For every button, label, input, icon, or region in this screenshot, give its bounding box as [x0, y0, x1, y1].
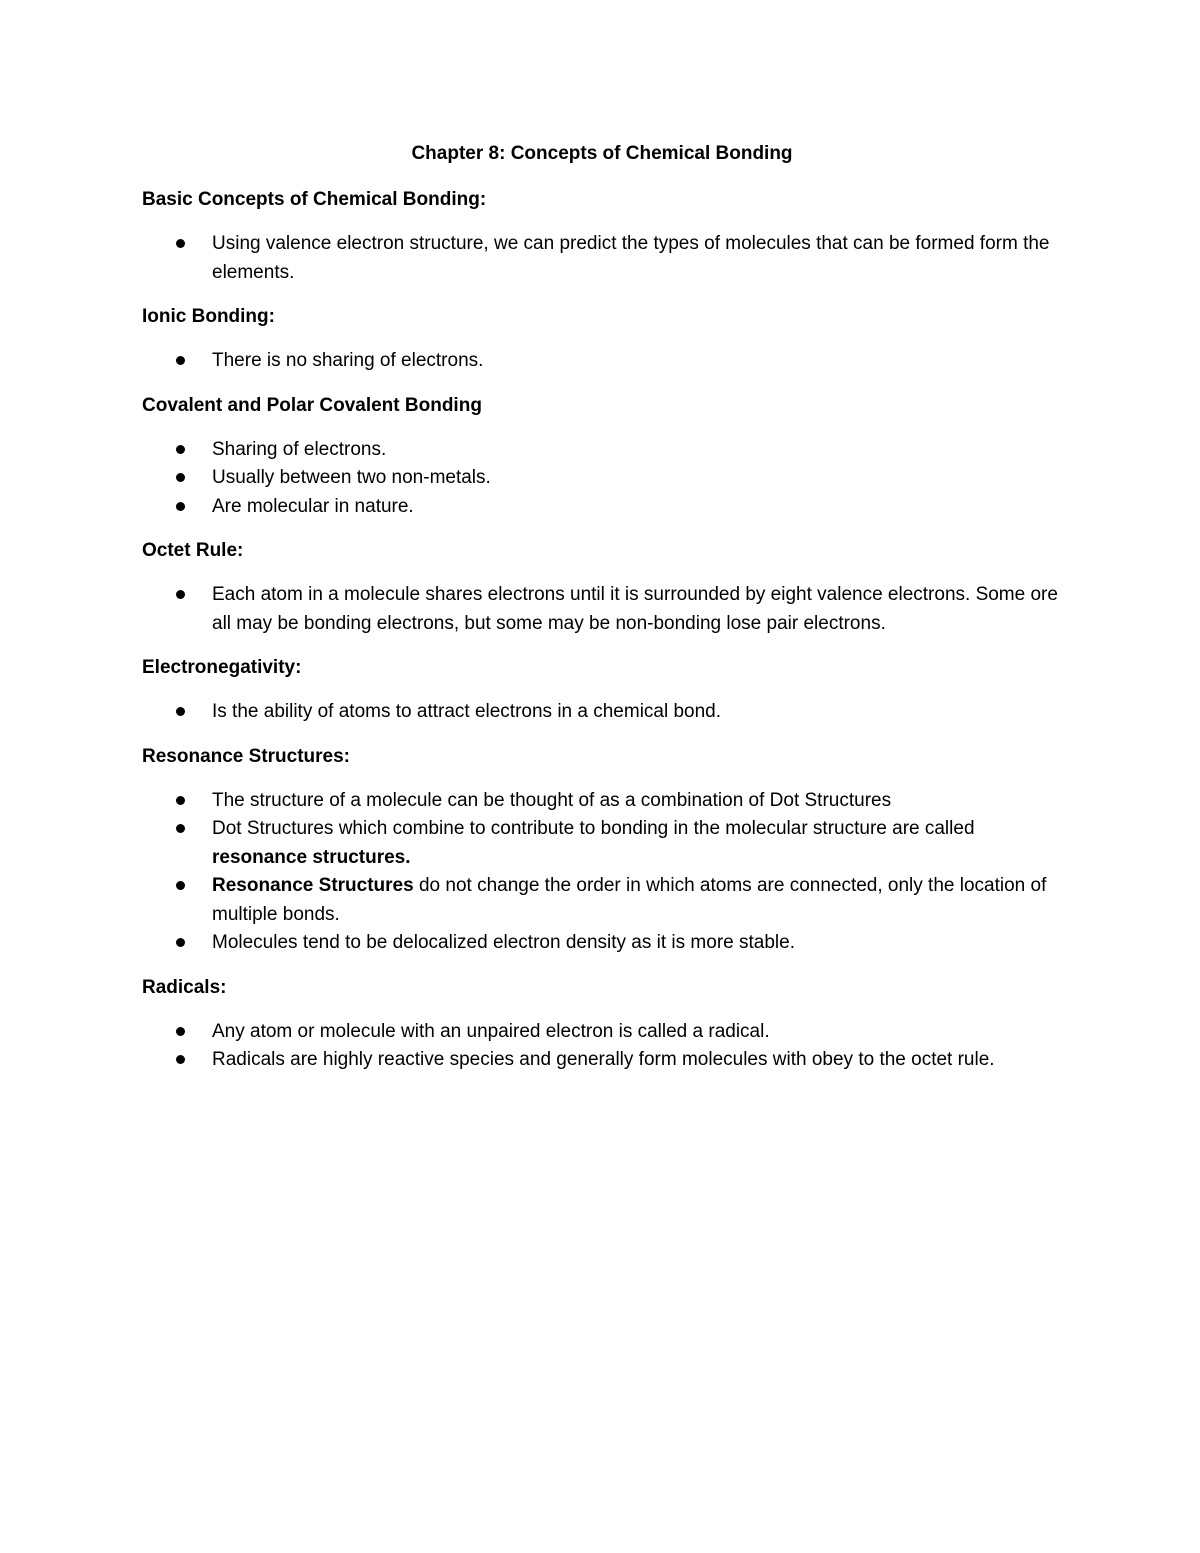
section-heading: Covalent and Polar Covalent Bonding	[142, 394, 482, 416]
bullet-list	[142, 787, 1062, 958]
section-heading: Basic Concepts of Chemical Bonding:	[142, 189, 487, 210]
section-octet-rule	[142, 537, 1062, 638]
bullet-list	[142, 1018, 1062, 1075]
bullet-text: Dot Structures which combine to contribute to bonding in the molecular structure are called	[212, 818, 975, 839]
section-electronegativity	[142, 654, 1062, 727]
bullet-icon	[176, 1055, 185, 1064]
section-radicals	[142, 974, 1062, 1075]
list-item	[142, 436, 1062, 465]
bullet-text: do not change the order in which atoms are connected, only the location of multiple bonds.	[212, 875, 1047, 925]
section-basic-concepts	[142, 186, 1062, 287]
bullet-text: Using valence electron structure, we can predict the types of molecules that can be formed form the elements.	[212, 233, 1050, 283]
bullet-text: Is the ability of atoms to attract electrons in a chemical bond.	[212, 701, 722, 722]
bullet-list	[142, 347, 1062, 376]
bullet-list	[142, 230, 1062, 287]
bullet-text: The structure of a molecule can be thought of as a combination of Dot Structures	[212, 789, 892, 811]
section-resonance-structures	[142, 743, 1062, 958]
bullet-icon	[176, 473, 185, 482]
list-item	[142, 698, 1062, 727]
bullet-icon	[176, 356, 185, 365]
section-heading: Octet Rule:	[142, 540, 244, 561]
bullet-text: Radicals are highly reactive species and generally form molecules with obey to the octet rule.	[212, 1049, 995, 1070]
list-item	[142, 872, 1062, 929]
bullet-text: There is no sharing of electrons.	[212, 350, 484, 371]
list-item	[142, 1018, 1062, 1047]
section-heading: Electronegativity:	[142, 657, 302, 678]
bullet-icon	[176, 590, 185, 599]
list-item	[142, 787, 1062, 816]
bullet-icon	[176, 445, 185, 454]
bullet-bold-text: resonance structures.	[212, 846, 411, 868]
section-heading: Radicals:	[142, 976, 227, 998]
bullet-icon	[176, 881, 185, 890]
bullet-icon	[176, 502, 185, 511]
bullet-text: Are molecular in nature.	[212, 495, 414, 517]
list-item	[142, 815, 1062, 872]
list-item	[142, 464, 1062, 493]
list-item	[142, 347, 1062, 376]
bullet-text: Sharing of electrons.	[212, 438, 387, 460]
bullet-list	[142, 581, 1062, 638]
bullet-icon	[176, 1027, 185, 1036]
section-heading: Resonance Structures:	[142, 745, 351, 767]
list-item	[142, 493, 1062, 522]
section-heading: Ionic Bonding:	[142, 306, 275, 327]
bullet-bold-text: Resonance Structures	[212, 875, 414, 896]
bullet-text: Each atom in a molecule shares electrons until it is surrounded by eight valence electrons. Some ore all may be bonding electrons, but some may be non-bonding lose pair electrons.	[212, 584, 1058, 634]
list-item	[142, 929, 1062, 958]
section-ionic-bonding	[142, 303, 1062, 376]
bullet-icon	[176, 938, 185, 947]
bullet-icon	[176, 707, 185, 716]
bullet-list	[142, 436, 1062, 522]
section-covalent-bonding	[142, 392, 1062, 522]
page-title: Chapter 8: Concepts of Chemical Bonding	[411, 143, 793, 164]
list-item	[142, 230, 1062, 287]
bullet-icon	[176, 824, 185, 833]
bullet-list	[142, 698, 1062, 727]
bullet-icon	[176, 796, 185, 805]
list-item	[142, 581, 1062, 638]
list-item	[142, 1046, 1062, 1075]
bullet-icon	[176, 239, 185, 248]
bullet-text: Molecules tend to be delocalized electron density as it is more stable.	[212, 932, 795, 953]
document-page	[142, 140, 1062, 1091]
bullet-text: Usually between two non-metals.	[212, 467, 491, 488]
bullet-text: Any atom or molecule with an unpaired electron is called a radical.	[212, 1020, 770, 1042]
